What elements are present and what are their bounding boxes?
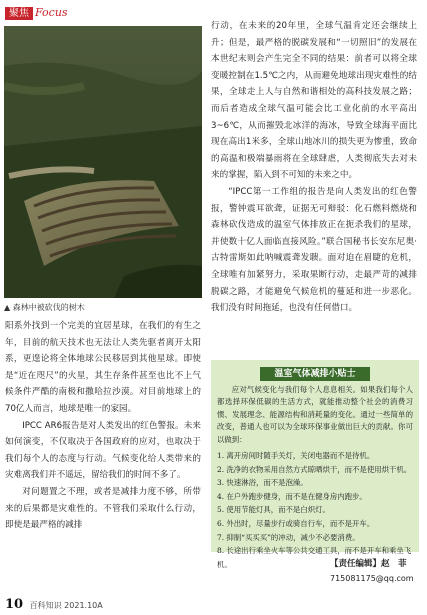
body-paragraph: 阳系外找到一个完美的宜居星球，在我们的有生之年，目前的航天技术也无法让人类先驱者离开太阳系，更遑论将全体地球公民移居到其他星球。即使是“近在咫尺”的火星，其生存条件甚至也比不上气候条件严酷的南极和撒哈拉沙漠。对目前地球上的70亿人而言，地球是唯一的家园。 bbox=[5, 321, 201, 414]
left-column-text bbox=[5, 318, 201, 534]
tip-item: 2. 洗净的衣物采用自然方式晾晒烘干，而不是使用烘干机。 bbox=[217, 464, 412, 474]
editor-email: 715081175@qq.com bbox=[330, 574, 414, 583]
tip-item: 8. 长途出行乘坐火车等公共交通工具，而不是开车和乘坐飞机。 bbox=[217, 546, 412, 569]
body-paragraph: 对问题置之不理，或者是减排力度不够，所带来的后果都是灾难性的。不管我们采取什么行动，即使是最严格的减排 bbox=[5, 486, 201, 531]
body-paragraph: 行动，在未来的20年里，全球气温肯定还会继续上升；但是，最严格的脱碳发展和“一切照旧”的发展在本世纪末则会产生完全不同的结果：前者可以将全球变暖控制在1.5℃之内，从而避免地球出现灾难性的结果，全球走上人与自然和谐相处的高科技发展之路；而后者造成全球气温可能会比工业化前的水平高出3~6℃，从而摧毁北冰洋的海冰，导致全球海平面比现在高出1米多，全球山地冰川的损失更为惨重，致命的高温和极端暴雨将在全球肆虐，人类彻底失去对未来的掌握，陷入到不可知的未来之中。 bbox=[211, 21, 417, 181]
tip-item: 4. 在户外跑步健身，而不是在健身房内跑步。 bbox=[217, 491, 367, 501]
tips-box-intro: 应对气候变化与我们每个人息息相关。如果我们每个人都选择环保低碳的生活方式，就能推动整个社会的消费习惯、发展理念、能源结构和消耗量的变化。通过一些简单的改变，普通人也可以为全球环保事业做出巨大的贡献。你可以做到： bbox=[217, 385, 413, 444]
page-footer bbox=[5, 597, 103, 612]
tip-item: 3. 快速淋浴，而不是泡澡。 bbox=[217, 478, 308, 488]
tip-item: 7. 抑制“买买买”的冲动，减少不必要消费。 bbox=[217, 532, 360, 542]
section-tag: 聚焦 bbox=[5, 7, 33, 20]
photo-caption: ▲ 森林中被砍伐的树木 bbox=[4, 303, 85, 312]
tips-box-title: 温室气体减排小贴士 bbox=[260, 367, 370, 381]
page-number: 10 bbox=[5, 597, 24, 612]
forest-photo-illustration bbox=[4, 26, 202, 298]
tip-item: 1. 离开房间时随手关灯，关闭电器而不是待机。 bbox=[217, 451, 375, 461]
tip-item: 5. 使用节能灯具，而不是白炽灯。 bbox=[217, 505, 330, 515]
responsible-editor: 【责任编辑】赵 菲 bbox=[330, 559, 407, 569]
body-paragraph: IPCC AR6报告是对人类发出的红色警报。未来如何演变，不仅取决于各国政府的应对，也取决于我们每个人的态度与行动。气候变化给人类带来的灾难离我们并不遥远，留给我们的时间不多了。 bbox=[5, 420, 201, 481]
tips-list bbox=[217, 449, 413, 571]
section-subtitle: Focus bbox=[35, 6, 68, 19]
right-column-text bbox=[211, 18, 417, 317]
forest-clearcut-photo bbox=[4, 26, 202, 298]
body-paragraph: “IPCC第一工作组的报告是向人类发出的红色警报，警钟震耳欲聋，证据无可辩驳：化石燃料燃烧和森林砍伐造成的温室气体排放正在扼杀我们的星球，并使数十亿人面临直接风险。”联合国秘书长安东尼奥·古特雷斯如此呐喊震聋发聩。面对迫在眉睫的危机，全球唯有加紧努力，采取果断行动，走最严苛的减排脱碳之路，才能避免气候危机的蔓延和进一步恶化。我们没有时间拖延，也没有任何借口。 bbox=[211, 186, 417, 314]
journal-issue: 百科知识 2021.10A bbox=[29, 601, 103, 610]
tip-item: 6. 外出时，尽量步行或骑自行车，而不是开车。 bbox=[217, 519, 375, 528]
